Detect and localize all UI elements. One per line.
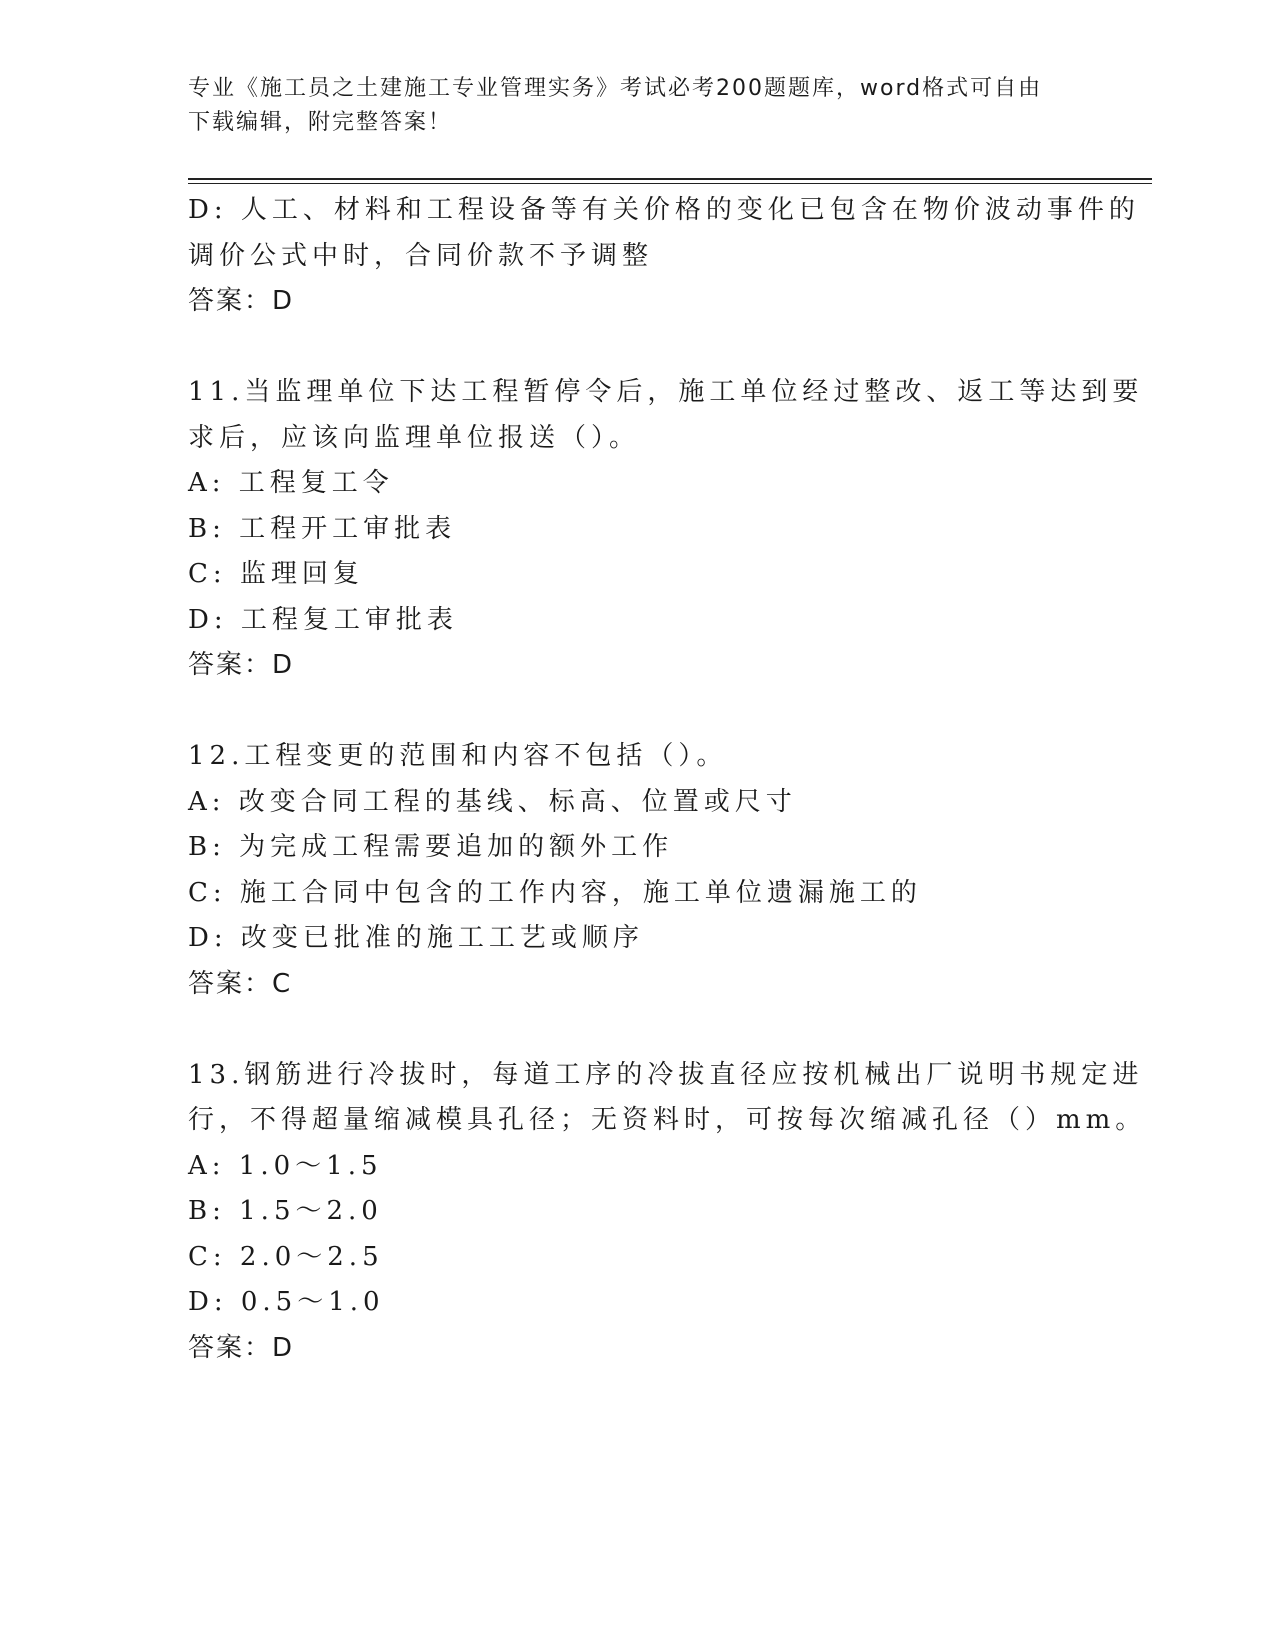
- question-block-12: [188, 734, 1088, 1007]
- question-stem-line: 行，不得超量缩减模具孔径；无资料时，可按每次缩减孔径（）mm。: [188, 1105, 1147, 1135]
- option-c: C: 监理回复: [188, 559, 364, 589]
- header-divider-thick: [188, 178, 1152, 180]
- spacer: [188, 1007, 1088, 1053]
- spacer: [188, 325, 1088, 371]
- option-b: B: 工程开工审批表: [188, 513, 457, 544]
- question-stem-line: 11.当监理单位下达工程暂停令后，施工单位经过整改、返工等达到要: [188, 377, 1144, 407]
- answer-line: 答案：D: [188, 1332, 295, 1363]
- option-d: D: 0.5～1.0: [188, 1287, 385, 1317]
- option-a: A: 工程复工令: [188, 468, 394, 498]
- question-block-11: [188, 370, 1144, 689]
- option-a: A: 1.0～1.5: [188, 1150, 383, 1181]
- option-b: B: 为完成工程需要追加的额外工作: [188, 832, 674, 862]
- answer-line: 答案：C: [188, 968, 293, 999]
- option-d: D: 改变已批准的施工工艺或顺序: [188, 923, 644, 953]
- option-c: C: 施工合同中包含的工作内容，施工单位遗漏施工的: [188, 877, 922, 908]
- option-d: D: 工程复工审批表: [188, 604, 458, 635]
- answer-line: 答案：D: [188, 286, 295, 316]
- question-stem-line: 13.钢筋进行冷拔时，每道工序的冷拔直径应按机械出厂说明书规定进: [188, 1059, 1144, 1090]
- carryover-block: [188, 188, 1140, 325]
- header-divider-thin: [188, 183, 1152, 184]
- question-stem-line: 12.工程变更的范围和内容不包括（）。: [188, 741, 728, 771]
- option-b: B: 1.5～2.0: [188, 1196, 383, 1226]
- option-d-line-1: D: 人工、材料和工程设备等有关价格的变化已包含在物价波动事件的: [188, 195, 1140, 225]
- document-body: [188, 188, 1147, 1371]
- spacer: [188, 689, 1088, 735]
- document-header: [188, 72, 1068, 140]
- option-d-line-2: 调价公式中时，合同价款不予调整: [188, 240, 654, 271]
- answer-line: 答案：D: [188, 650, 295, 680]
- question-block-13: [188, 1053, 1147, 1372]
- question-stem-line: 求后，应该向监理单位报送（）。: [188, 422, 641, 453]
- header-line-2: 下载编辑，附完整答案！: [188, 110, 453, 135]
- option-c: C: 2.0～2.5: [188, 1241, 384, 1272]
- header-line-1: 专业《施工员之土建施工专业管理实务》考试必考200题题库，word格式可自由: [188, 76, 1043, 101]
- option-a: A: 改变合同工程的基线、标高、位置或尺寸: [188, 786, 797, 817]
